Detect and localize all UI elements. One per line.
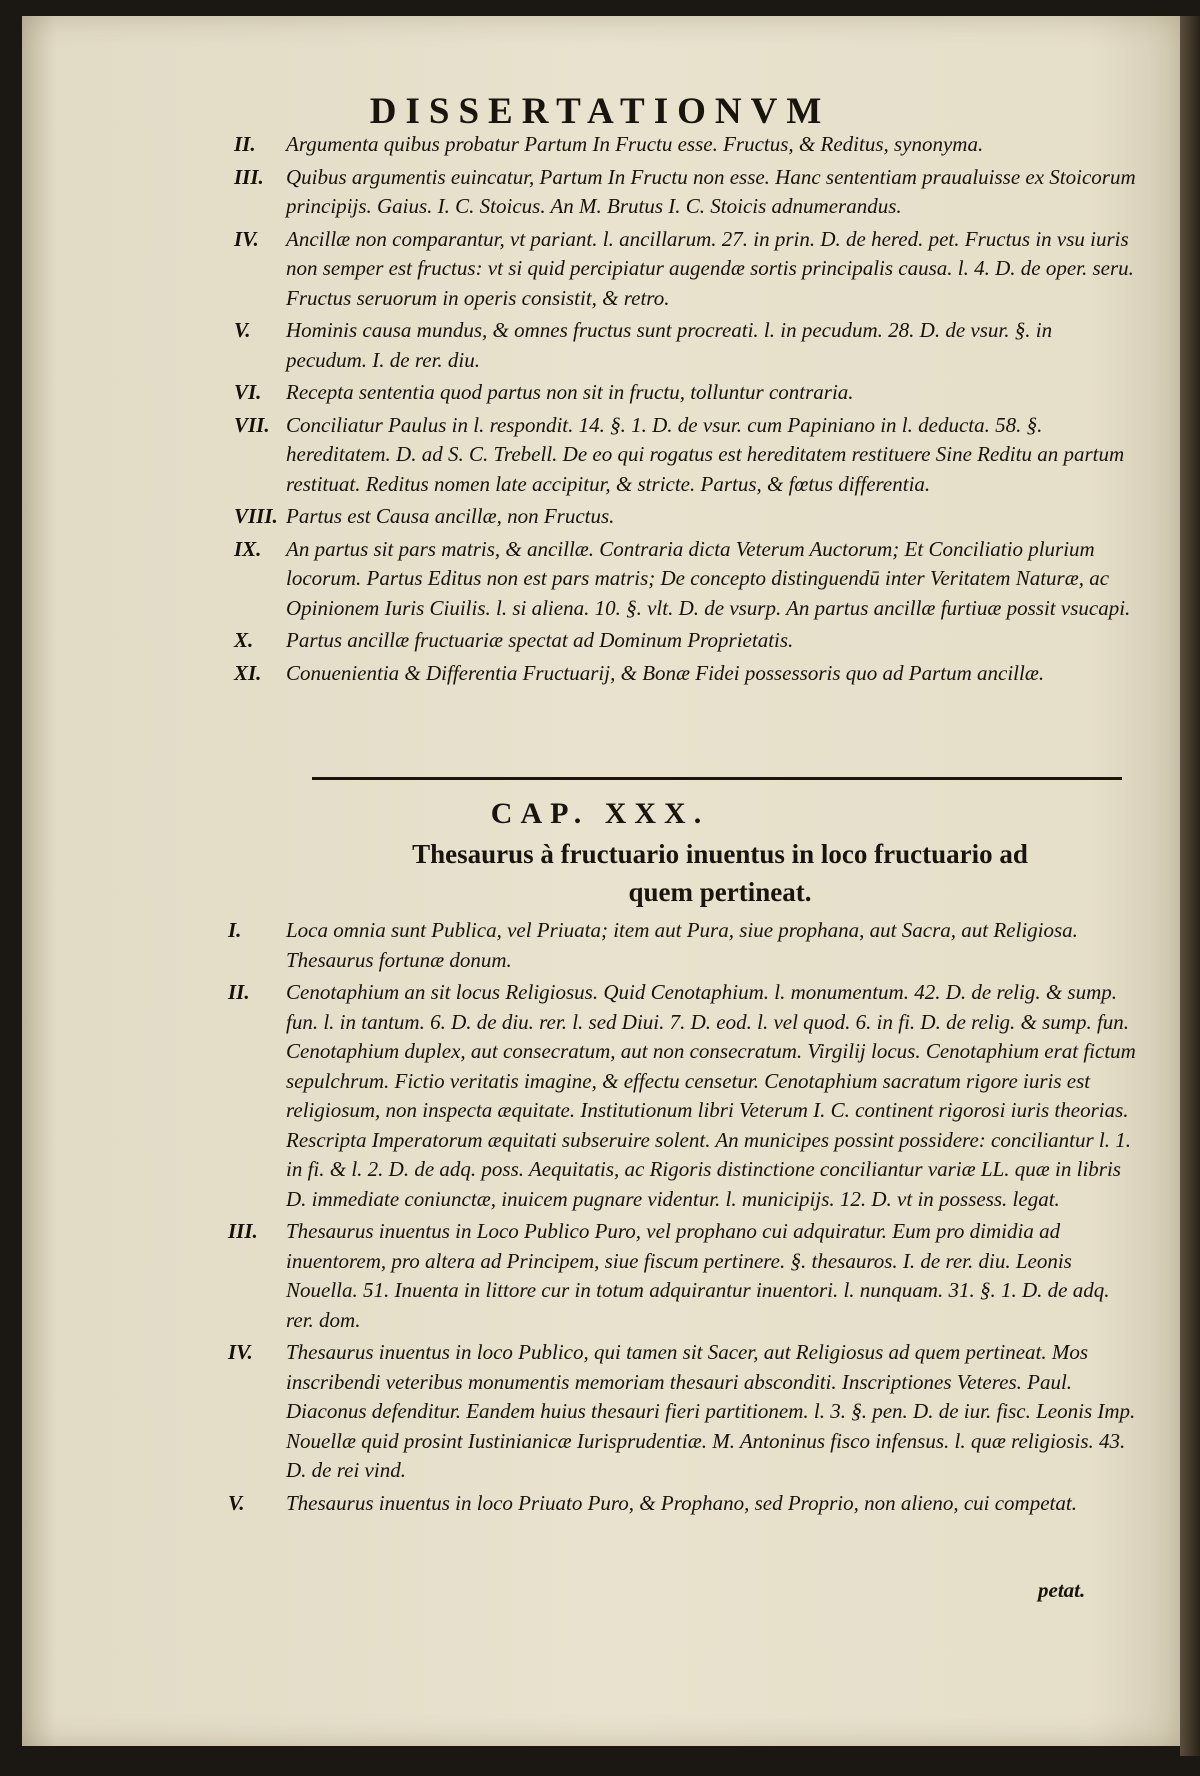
entry-text: Thesaurus inuentus in Loco Publico Puro, vel prophano cui adquiratur. Eum pro dimidia ad inuentorem, pro altera ad Principem, siue fiscum pertinere. §. thesauros. I. de rer. diu. Leonis Nouella. 51. Inuenta in littore cur in totum adquirantur inuentori. l. nunquam. 31. §. 1. D. de adq. rer. dom.: [286, 1219, 1110, 1332]
entry-numeral: III.: [228, 1219, 258, 1243]
summary-list-bottom: [228, 916, 1136, 1521]
entry-numeral: IV.: [234, 226, 259, 251]
chapter-heading: CAP. XXX.: [490, 797, 710, 830]
entry-numeral: XI.: [234, 660, 262, 685]
entry-text: Recepta sententia quod partus non sit in fructu, tolluntur contraria.: [286, 380, 854, 404]
catchword: petat.: [1038, 1578, 1086, 1602]
entry-text: Cenotaphium an sit locus Religiosus. Quid Cenotaphium. l. monumentum. 42. D. de relig. & sump. fun. l. in tantum. 6. D. de diu. rer. l. sed Diui. 7. D. eod. l. vel quod. 6. in fi. D. de relig. & sump. fun. Cenotaphium duplex, aut consecratum, aut non consecratum. Virgilij locus. Cenotaphium erat fictum sepulchrum. Fictio veritatis imagine, & effectu censetur. Cenotaphium sacratum rigore iuris est religiosum, non inspecta æquitate. Institutionum libri Veterum I. C. continent rigorosi iuris theorias. Rescripta Imperatorum æquitati subseruire solent. An municipes possint possidere: conciliantur l. 1. in fi. & l. 2. D. de adq. poss. Aequitatis, ac Rigoris distinctione conciliantur variæ LL. quæ in libris D. immediate coniunctæ, inuicem pugnare videntur. l. municipijs. 12. D. vt in possess. legat.: [286, 980, 1136, 1211]
summary-entry: [228, 1489, 1136, 1519]
summary-entry: [234, 411, 1136, 500]
summary-entry: [234, 626, 1136, 656]
running-head: DISSERTATIONVM: [369, 91, 831, 132]
summary-entry: [228, 916, 1136, 975]
entry-numeral: III.: [234, 164, 264, 189]
entry-text: Thesaurus inuentus in loco Publico, qui tamen sit Sacer, aut Religiosus ad quem pertineat. Mos inscribendi veteribus monumentis memoriam thesauri absconditi. Inscriptiones Veteres. Paul. Diaconus defenditur. Eandem huius thesauri fieri partitionem. l. 3. §. pen. D. de iur. fisc. Leonis Imp. Nouellæ quid prosint Iustinianicæ Iurisprudentiæ. M. Antoninus fisco infensus. l. quæ religiosis. 43. D. de rei vind.: [286, 1340, 1136, 1482]
entry-text: An partus sit pars matris, & ancillæ. Contraria dicta Veterum Auctorum; Et Conciliatio plurium locorum. Partus Editus non est pars matris; De concepto distinguendū inter Veritatem Naturæ, ac Opinionem Iuris Ciuilis. l. si aliena. 10. §. vlt. D. de vsurp. An partus ancillæ furtiuæ possit vsucapi.: [286, 536, 1131, 620]
summary-entry: [234, 225, 1136, 314]
entry-text: Hominis causa mundus, & omnes fructus sunt procreati. l. in pecudum. 28. D. de vsur. §. in pecudum. I. de rer. diu.: [286, 318, 1053, 372]
entry-numeral: IV.: [228, 1340, 253, 1364]
entry-text: Ancillæ non comparantur, vt pariant. l. ancillarum. 27. in prin. D. de hered. pet. Fructus in vsu iuris non semper est fructus: vt si quid percipiatur augendæ sortis principalis causa. l. 4. D. de oper. seru. Fructus seruorum in operis consistit, & retro.: [286, 226, 1134, 310]
summary-entry: [234, 163, 1136, 222]
entry-numeral: II.: [228, 980, 250, 1004]
entry-text: Conuenientia & Differentia Fructuarij, & Bonæ Fidei possessoris quo ad Partum ancillæ.: [286, 660, 1045, 685]
summary-entry: [234, 316, 1136, 375]
page-edge: [1180, 16, 1200, 1756]
entry-numeral: V.: [234, 318, 251, 342]
entry-numeral: VIII.: [234, 504, 278, 528]
entry-text: Loca omnia sunt Publica, vel Priuata; item aut Pura, siue prophana, aut Sacra, aut Religiosa. Thesaurus fortunæ donum.: [286, 918, 1078, 972]
entry-numeral: VII.: [234, 412, 270, 437]
summary-entry: [228, 1338, 1136, 1486]
summary-entry: [234, 659, 1136, 689]
summary-entry: [234, 502, 1136, 532]
entry-text: Quibus argumentis euincatur, Partum In Fructu non esse. Hanc sententiam praualuisse ex Stoicorum principijs. Gaius. I. C. Stoicus. An M. Brutus I. C. Stoicis adnumerandus.: [286, 164, 1136, 218]
summary-entry: [234, 130, 1136, 160]
entry-text: Partus ancillæ fructuariæ spectat ad Dominum Proprietatis.: [286, 628, 794, 652]
entry-numeral: IX.: [234, 536, 262, 561]
entry-numeral: I.: [228, 918, 242, 942]
entry-text: Thesaurus inuentus in loco Priuato Puro, & Prophano, sed Proprio, non alieno, cui competat.: [286, 1490, 1077, 1515]
entry-numeral: V.: [228, 1490, 245, 1515]
entry-numeral: VI.: [234, 380, 262, 404]
entry-numeral: II.: [234, 132, 256, 156]
summary-entry: [228, 1217, 1136, 1335]
entry-numeral: X.: [234, 628, 254, 652]
summary-entry: [234, 535, 1136, 624]
entry-text: Partus est Causa ancillæ, non Fructus.: [286, 504, 615, 528]
summary-list-top: [234, 130, 1136, 691]
section-divider: [312, 777, 1122, 780]
summary-entry: [234, 378, 1136, 408]
entry-text: Argumenta quibus probatur Partum In Fructu esse. Fructus, & Reditus, synonyma.: [286, 132, 984, 156]
entry-text: Conciliatur Paulus in l. respondit. 14. §. 1. D. de vsur. cum Papiniano in l. deducta. 58. §. hereditatem. D. ad S. C. Trebell. De eo qui rogatus est hereditatem restituere Sine Reditu an partum restituat. Reditus nomen late accipitur, & stricte. Partus, & fœtus differentia.: [286, 412, 1125, 496]
summary-entry: [228, 978, 1136, 1214]
chapter-title: Thesaurus à fructuario inuentus in loco fructuario ad quem pertineat.: [412, 839, 1028, 907]
